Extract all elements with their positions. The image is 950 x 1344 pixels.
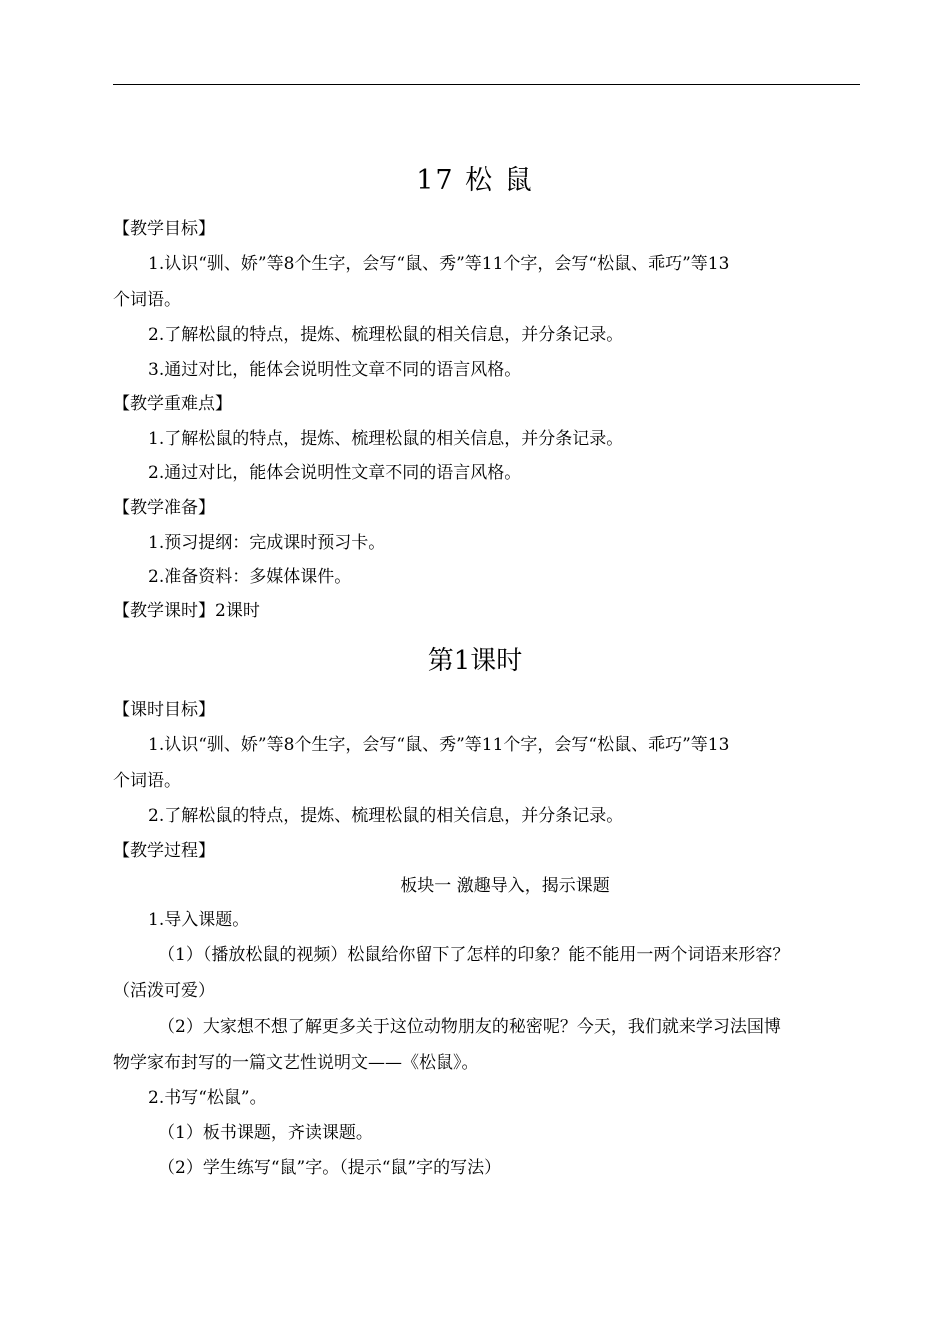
- goal-item-3: 3.通过对比，能体会说明性文章不同的语言风格。: [148, 360, 522, 380]
- step-1-question-1: （1）（播放松鼠的视频）松鼠给你留下了怎样的印象？能不能用一两个词语来形容？: [158, 945, 790, 965]
- goal-item-1: 1.认识“驯、娇”等8个生字，会写“鼠、秀”等11个字，会写“松鼠、乖巧”等13: [148, 254, 730, 274]
- header-rule: [113, 84, 860, 85]
- page-title: 17 松 鼠: [416, 165, 534, 196]
- key-point-1: 1.了解松鼠的特点，提炼、梳理松鼠的相关信息，并分条记录。: [148, 429, 624, 449]
- section-heading-preparation: 【教学准备】: [113, 498, 215, 518]
- lesson-title: 第1课时: [427, 646, 523, 676]
- block-heading: 板块一 激趣导入，揭示课题: [400, 876, 610, 896]
- section-heading-lesson-goals: 【课时目标】: [113, 700, 215, 720]
- goal-item-2: 2.了解松鼠的特点，提炼、梳理松鼠的相关信息，并分条记录。: [148, 325, 624, 345]
- section-heading-process: 【教学过程】: [113, 841, 215, 861]
- step-1-question-2: （2）大家想不想了解更多关于这位动物朋友的秘密呢？今天，我们就来学习法国博: [158, 1017, 781, 1037]
- preparation-item-2: 2.准备资料：多媒体课件。: [148, 567, 352, 587]
- step-1-question-1-cont: （活泼可爱）: [113, 981, 215, 1001]
- step-2-item-2: （2）学生练写“鼠”字。（提示“鼠”字的写法）: [158, 1158, 502, 1178]
- section-hours: 【教学课时】2课时: [113, 601, 260, 621]
- lesson-goal-2: 2.了解松鼠的特点，提炼、梳理松鼠的相关信息，并分条记录。: [148, 806, 624, 826]
- step-2-item-1: （1）板书课题，齐读课题。: [158, 1123, 373, 1143]
- key-point-2: 2.通过对比，能体会说明性文章不同的语言风格。: [148, 463, 522, 483]
- step-2: 2.书写“松鼠”。: [148, 1088, 267, 1108]
- lesson-goal-1: 1.认识“驯、娇”等8个生字，会写“鼠、秀”等11个字，会写“松鼠、乖巧”等13: [148, 735, 730, 755]
- section-heading-key-points: 【教学重难点】: [113, 394, 232, 414]
- step-1-question-2-cont: 物学家布封写的一篇文艺性说明文——《松鼠》。: [113, 1053, 479, 1073]
- preparation-item-1: 1.预习提纲：完成课时预习卡。: [148, 533, 386, 553]
- step-1: 1.导入课题。: [148, 910, 250, 930]
- section-heading-goals: 【教学目标】: [113, 219, 215, 239]
- goal-item-1-cont: 个词语。: [113, 290, 181, 310]
- lesson-goal-1-cont: 个词语。: [113, 771, 181, 791]
